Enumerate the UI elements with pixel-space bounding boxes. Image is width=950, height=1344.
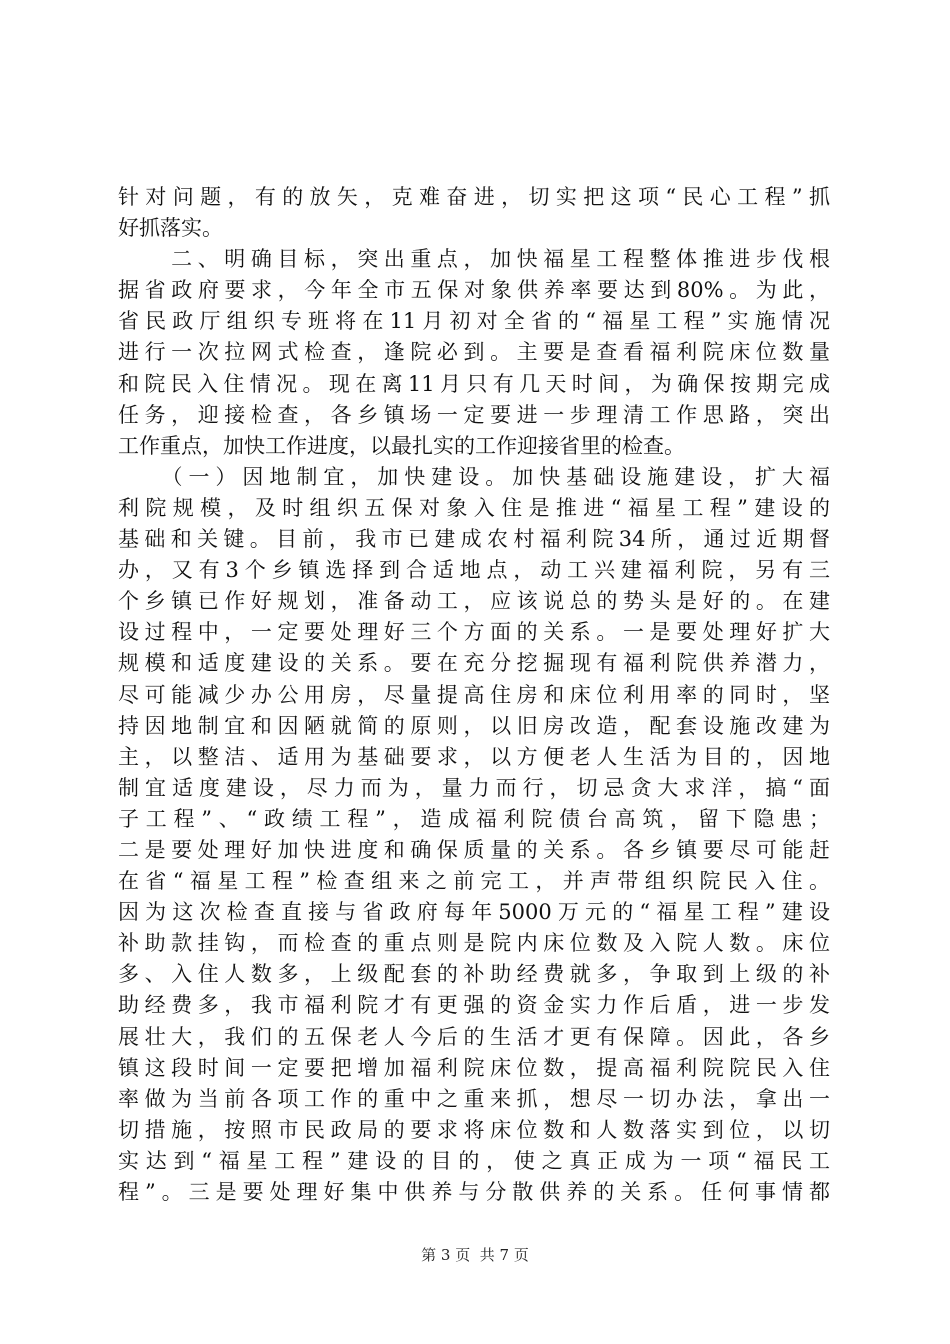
text-line: 持因地制宜和因陋就简的原则，以旧房改造，配套设施改建为 [118, 713, 830, 738]
page-footer: 第 3 页 共 7 页 [421, 1246, 529, 1264]
text-line: （一）因地制宜，加快建设。加快基础设施建设，扩大福 [118, 464, 830, 489]
text-line: 率做为当前各项工作的重中之重来抓，想尽一切办法，拿出一 [118, 1086, 830, 1111]
text-line: 制宜适度建设，尽力而为，量力而行，切忌贪大求洋，搞“面 [118, 775, 830, 800]
text-line: 工作重点，加快工作进度，以最扎实的工作迎接省里的检查。 [118, 433, 685, 458]
text-line: 尽可能减少办公用房，尽量提高住房和床位利用率的同时，坚 [118, 682, 830, 707]
text-line: 针对问题，有的放矢，克难奋进，切实把这项“民心工程”抓 [118, 185, 830, 209]
text-line: 二、明确目标，突出重点，加快福星工程整体推进步伐根 [118, 247, 830, 272]
text-line: 镇这段时间一定要把增加福利院床位数，提高福利院院民入住 [118, 1055, 830, 1080]
text-line: 省民政厅组织专班将在11月初对全省的“福星工程”实施情况 [118, 309, 830, 334]
text-line: 二是要处理好加快进度和确保质量的关系。各乡镇要尽可能赶 [118, 837, 830, 862]
text-line: 助经费多，我市福利院才有更强的资金实力作后盾，进一步发 [118, 993, 830, 1018]
text-line: 子工程”、“政绩工程”，造成福利院债台高筑，留下隐患； [118, 806, 830, 831]
text-line: 多、入住人数多，上级配套的补助经费就多，争取到上级的补 [118, 962, 830, 987]
text-line: 在省“福星工程”检查组来之前完工，并声带组织院民入住。 [118, 869, 830, 894]
text-line: 进行一次拉网式检查，逢院必到。主要是查看福利院床位数量 [118, 340, 830, 365]
text-line: 规模和适度建设的关系。要在充分挖掘现有福利院供养潜力， [118, 651, 830, 676]
text-line: 主，以整洁、适用为基础要求，以方便老人生活为目的，因地 [118, 744, 830, 769]
text-line: 补助款挂钩，而检查的重点则是院内床位数及入院人数。床位 [118, 931, 830, 956]
text-line: 展壮大，我们的五保老人今后的生活才更有保障。因此，各乡 [118, 1024, 830, 1049]
text-line: 程”。三是要处理好集中供养与分散供养的关系。任何事情都 [118, 1180, 830, 1204]
text-line: 因为这次检查直接与省政府每年5000万元的“福星工程”建设 [118, 900, 830, 925]
text-line: 实达到“福星工程”建设的目的，使之真正成为一项“福民工 [118, 1148, 830, 1173]
text-line: 利院规模，及时组织五保对象入住是推进“福星工程”建设的 [118, 495, 830, 520]
text-line: 个乡镇已作好规划，准备动工，应该说总的势头是好的。在建 [118, 589, 830, 614]
body-text [118, 182, 830, 1208]
text-line: 据省政府要求，今年全市五保对象供养率要达到80%。为此， [118, 278, 830, 303]
text-line: 任务，迎接检查，各乡镇场一定要进一步理清工作思路，突出 [118, 402, 830, 427]
text-line: 设过程中，一定要处理好三个方面的关系。一是要处理好扩大 [118, 620, 830, 645]
text-line: 和院民入住情况。现在离11月只有几天时间，为确保按期完成 [118, 371, 830, 396]
text-line: 基础和关键。目前，我市已建成农村福利院34所，通过近期督 [118, 527, 830, 552]
text-line: 好抓落实。 [118, 216, 223, 241]
text-line: 办，又有3个乡镇选择到合适地点，动工兴建福利院，另有三 [118, 558, 830, 583]
text-line: 切措施，按照市民政局的要求将床位数和人数落实到位，以切 [118, 1117, 830, 1142]
